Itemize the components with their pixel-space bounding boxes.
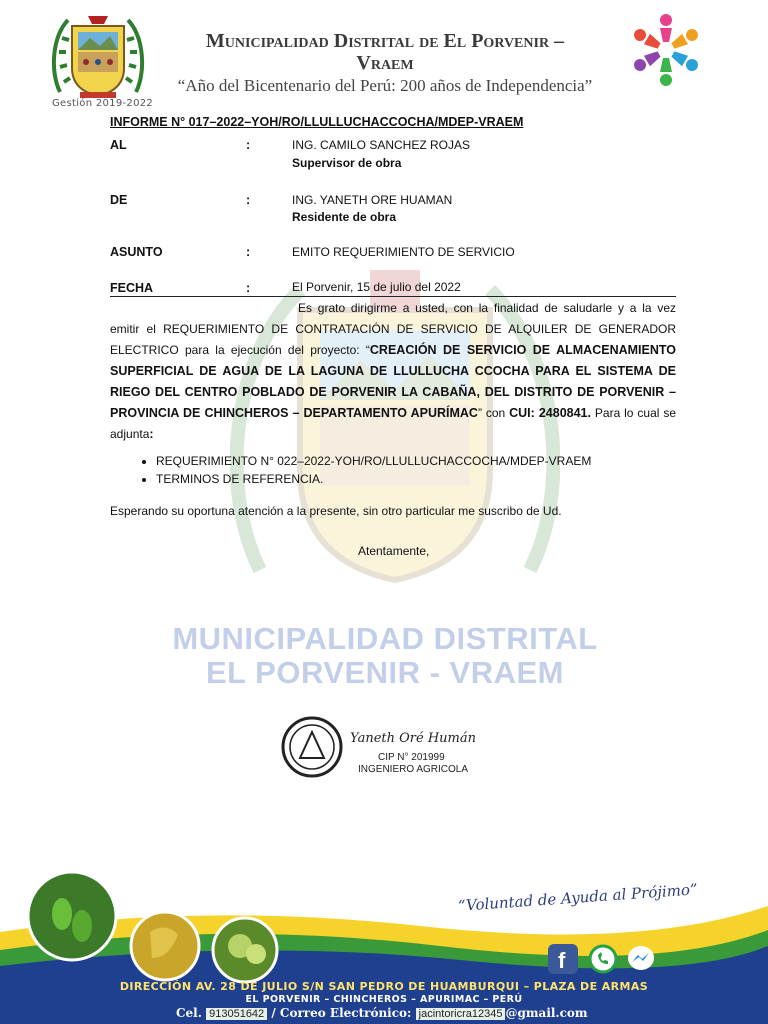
cel-label: Cel. [176, 1006, 202, 1020]
field-label-date: FECHA [110, 281, 154, 295]
field-label-from: DE [110, 193, 128, 207]
body-text-start: Es grato dirigirme a usted, con la finalidad de saludarle y a la vez emitir el REQUERIMIENTO DE CONTRATACIÓN DE SERVICIO DE ALQUILER DE GENERADOR ELECTRICO para la ejecución del proyecto: “ [110, 301, 676, 357]
field-value-date: El Porvenir, 15 de julio del 2022 [292, 280, 461, 294]
municipal-crest-logo [50, 12, 146, 100]
facebook-icon[interactable] [548, 944, 578, 974]
whatsapp-icon[interactable] [588, 944, 618, 974]
email-label: / Correo Electrónico: [271, 1006, 412, 1020]
cel-number: 913051642 [206, 1008, 267, 1020]
field-colon-to: : [246, 138, 251, 152]
list-item: • REQUERIMIENTO N° 022–2022-YOH/RO/LLULLUCHACCOCHA/MDEP-VRAEM [156, 452, 591, 470]
field-colon-date: : [246, 281, 251, 295]
stamp-cip: CIP N° 201999 [378, 752, 445, 763]
municipality-title-line1: Municipalidad Distrital de El Porvenir – [205, 30, 565, 52]
watermark-line1: MUNICIPALIDAD DISTRITAL [172, 621, 598, 656]
watermark-text [150, 622, 620, 690]
slogan: “Voluntad de Ayuda al Prójimo” [457, 880, 699, 915]
regards: Atentamente, [358, 544, 430, 558]
signature-stamp [280, 714, 496, 780]
field-value-from: ING. YANETH ORE HUAMAN [292, 193, 453, 207]
community-people-logo [616, 10, 716, 94]
municipality-title-line2: Vraem [356, 52, 414, 74]
attachments-list [130, 452, 591, 488]
body-text-end: Para lo cual se adjunta [110, 406, 676, 441]
messenger-icon[interactable] [626, 944, 656, 974]
cui-code: CUI: 2480841. [509, 406, 591, 420]
field-value-subject: EMITO REQUERIMIENTO DE SERVICIO [292, 245, 515, 259]
body-paragraph [110, 298, 676, 445]
watermark-line2: EL PORVENIR - VRAEM [205, 655, 565, 690]
svg-text:f: f [558, 948, 566, 973]
divider-line [110, 296, 676, 297]
year-motto: “Año del Bicentenario del Perú: 200 años de Independencia” [177, 76, 593, 95]
report-number: INFORME N° 017–2022–YOH/RO/LLULLUCHACCOCHA/MDEP-VRAEM [110, 115, 524, 129]
footer-location: EL PORVENIR – CHINCHEROS – APURIMAC – PERÚ [245, 994, 523, 1005]
field-colon-from: : [246, 193, 251, 207]
footer-address: DIRECCIÓN AV. 28 DE JULIO S/N SAN PEDRO DE HUAMBURQUI – PLAZA DE ARMAS [119, 980, 649, 993]
stamp-profession: INGENIERO AGRICOLA [358, 764, 469, 775]
municipality-title [150, 30, 620, 74]
closing-sentence: Esperando su oportuna atención a la presente, sin otro particular me suscribo de Ud. [110, 504, 562, 518]
stamp-name: Yaneth Oré Humán [350, 731, 476, 746]
email-user[interactable]: jacintoricra12345 [416, 1008, 506, 1020]
field-role-to: Supervisor de obra [292, 156, 402, 170]
footer-contact [176, 1006, 588, 1020]
body-text-mid: ” con [477, 406, 510, 420]
list-item: • TERMINOS DE REFERENCIA. [156, 470, 591, 488]
gestion-period: Gestión 2019-2022 [52, 98, 154, 109]
field-role-from: Residente de obra [292, 210, 397, 224]
field-colon-subject: : [246, 245, 251, 259]
email-domain[interactable]: @gmail.com [505, 1006, 588, 1020]
field-label-to: AL [110, 138, 127, 152]
field-value-to: ING. CAMILO SANCHEZ ROJAS [292, 138, 471, 152]
field-label-subject: ASUNTO [110, 245, 163, 259]
project-name: CREACIÓN DE SERVICIO DE ALMACENAMIENTO SUPERFICIAL DE AGUA DE LA LAGUNA DE LLULLUCHA CCOCHA PARA EL SISTEMA DE RIEGO DEL CENTRO POBLADO DE PORVENIR LA CABAÑA, DEL DISTRITO DE PORVENIR – PROVINCIA DE CHINCHEROS – DEPARTAMENTO APURÍMAC [110, 343, 677, 420]
body-text-colon: : [149, 427, 154, 441]
